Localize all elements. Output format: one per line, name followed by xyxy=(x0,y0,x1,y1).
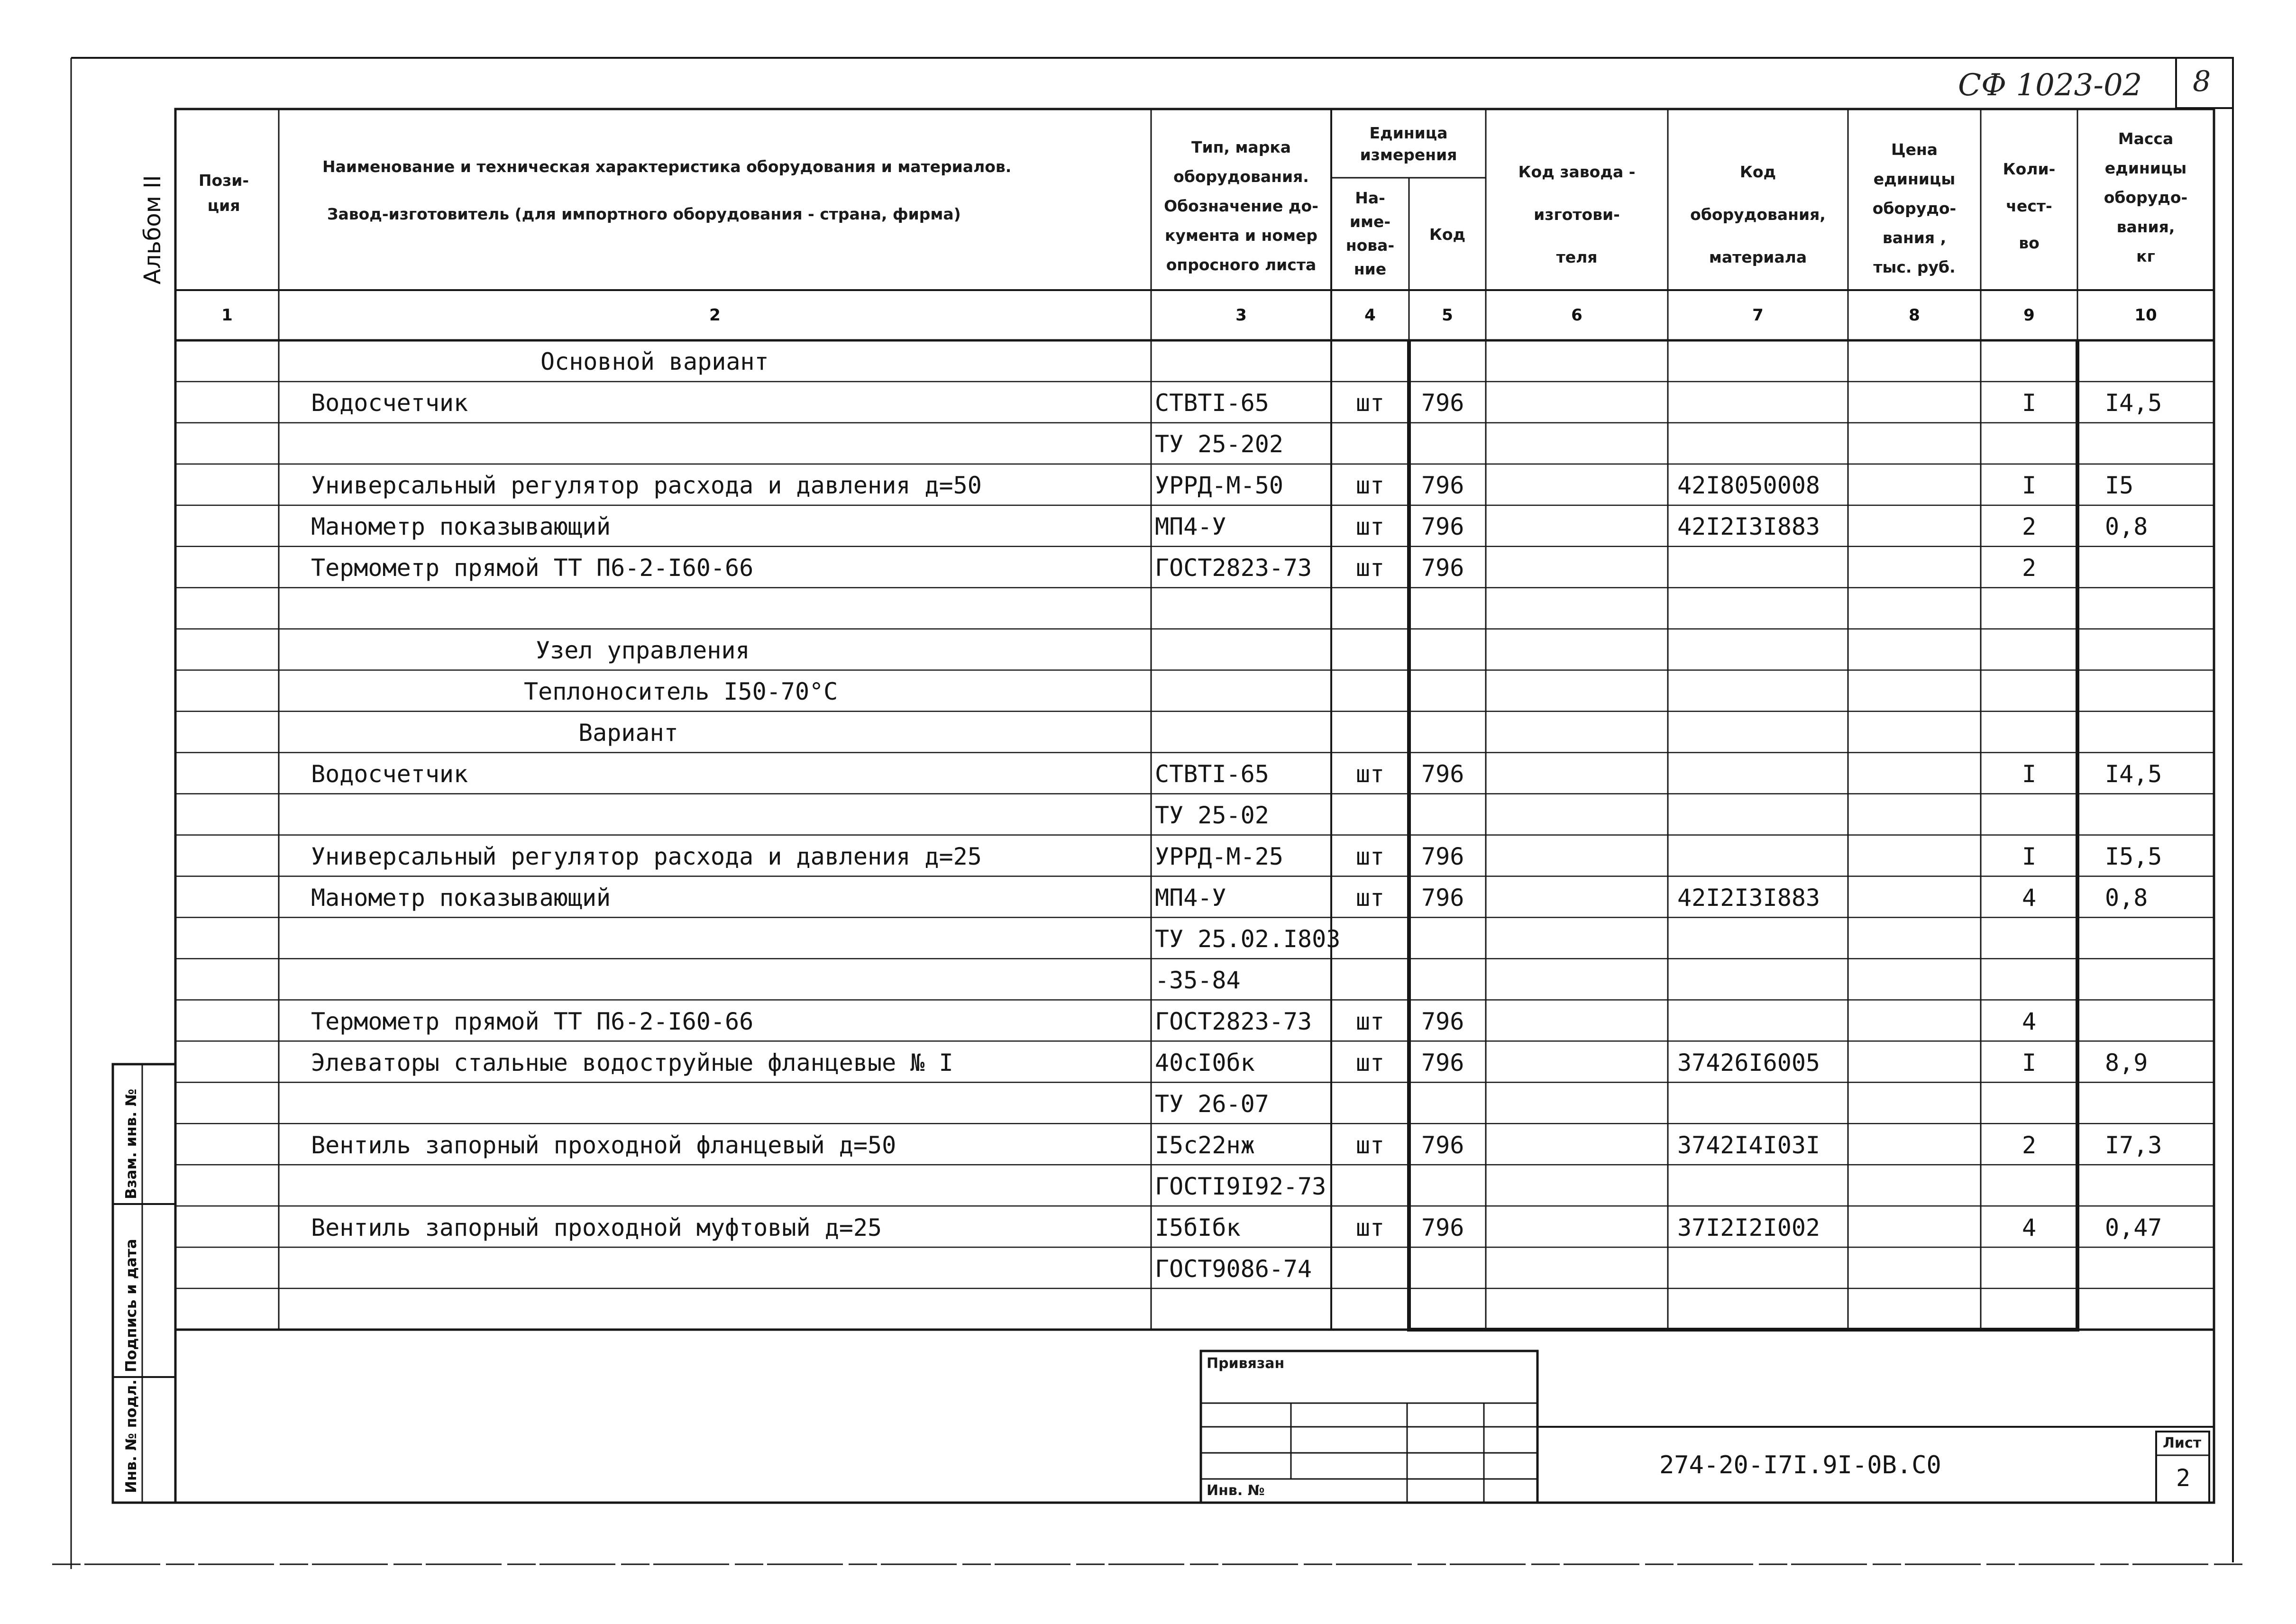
quantity-cell: I xyxy=(2022,760,2037,788)
col9-header: Коли- чест- во xyxy=(2003,160,2056,252)
type-cell: ТУ 25-202 xyxy=(1155,430,1283,458)
sheet-number: 2 xyxy=(2176,1464,2191,1492)
mass-cell: I5,5 xyxy=(2105,842,2162,870)
code-cell: 796 xyxy=(1421,1007,1464,1035)
col10-header: Масса единицы оборудо- вания, кг xyxy=(2104,129,2188,265)
type-cell: СТВТI-65 xyxy=(1155,760,1269,788)
code-cell: 796 xyxy=(1421,1213,1464,1241)
equipment-code-cell: 37426I6005 xyxy=(1677,1049,1820,1077)
mass-cell: I4,5 xyxy=(2105,389,2162,417)
item-name: Вентиль запорный проходной фланцевый д=50 xyxy=(311,1131,896,1159)
type-cell: МП4-У xyxy=(1155,884,1226,912)
quantity-cell: 4 xyxy=(2022,1213,2037,1241)
equipment-code-cell: 3742I4I03I xyxy=(1677,1131,1820,1159)
type-cell: I5с22нж xyxy=(1155,1131,1255,1159)
type-cell: ГОСТ2823-73 xyxy=(1155,1007,1312,1035)
equipment-code-cell: 42I2I3I883 xyxy=(1677,884,1820,912)
document-code: 274-20-I7I.9I-0В.С0 xyxy=(1659,1451,1941,1479)
code-cell: 796 xyxy=(1421,1131,1464,1159)
item-name: Универсальный регулятор расхода и давления д=25 xyxy=(311,842,982,870)
stamp-replace-inv: Взам. инв. № xyxy=(123,1088,140,1199)
type-cell: I5бIбк xyxy=(1155,1213,1241,1241)
quantity-cell: 2 xyxy=(2022,1131,2037,1159)
unit-cell: шт xyxy=(1355,1131,1385,1159)
item-name: Термометр прямой ТТ П6-2-I60-66 xyxy=(311,554,754,582)
equipment-code-cell: 37I2I2I002 xyxy=(1677,1213,1820,1241)
col3-header: Тип, марка оборудования. Обозначение до- кумента и номер опросного листа xyxy=(1164,138,1318,274)
unit-cell: шт xyxy=(1355,1007,1385,1035)
unit-cell: шт xyxy=(1355,389,1385,417)
item-name: Термометр прямой ТТ П6-2-I60-66 xyxy=(311,1007,754,1035)
type-cell: 40сI0бк xyxy=(1155,1049,1255,1077)
item-name: Манометр показывающий xyxy=(311,513,611,541)
quantity-cell: 2 xyxy=(2022,513,2037,541)
type-cell: ТУ 25-02 xyxy=(1155,802,1269,830)
type-cell: ГОСТI9I92-73 xyxy=(1155,1172,1326,1200)
column-number-3: 3 xyxy=(1235,306,1247,325)
code-cell: 796 xyxy=(1421,1049,1464,1077)
unit-cell: шт xyxy=(1355,1049,1385,1077)
type-cell: -35-84 xyxy=(1155,966,1241,994)
section-heading: Вариант xyxy=(578,719,678,747)
col2-header-line2: Завод-изготовитель (для импортного оборудования - страна, фирма) xyxy=(327,205,961,223)
column-number-10: 10 xyxy=(2134,306,2157,325)
item-name: Элеваторы стальные водоструйные фланцевые № I xyxy=(311,1049,953,1077)
quantity-cell: I xyxy=(2022,1049,2037,1077)
code-cell: 796 xyxy=(1421,513,1464,541)
column-number-6: 6 xyxy=(1571,306,1583,325)
code-cell: 796 xyxy=(1421,884,1464,912)
mass-cell: 8,9 xyxy=(2105,1049,2148,1077)
type-cell: УРРД-М-25 xyxy=(1155,842,1283,870)
column-number-4: 4 xyxy=(1364,306,1376,325)
type-cell: ТУ 25.02.I803 xyxy=(1155,925,1341,953)
bound-label: Привязан xyxy=(1207,1355,1285,1372)
mass-cell: 0,8 xyxy=(2105,884,2148,912)
code-cell: 796 xyxy=(1421,389,1464,417)
code-cell: 796 xyxy=(1421,554,1464,582)
column-number-2: 2 xyxy=(709,306,721,325)
quantity-cell: I xyxy=(2022,842,2037,870)
code-cell: 796 xyxy=(1421,842,1464,870)
column-number-9: 9 xyxy=(2023,306,2035,325)
col8-header: Цена единицы оборудо- вания , тыс. руб. xyxy=(1872,140,1957,276)
unit-cell: шт xyxy=(1355,472,1385,500)
album-label: Альбом II xyxy=(139,175,166,284)
column-number-5: 5 xyxy=(1442,306,1453,325)
quantity-cell: I xyxy=(2022,389,2037,417)
item-name: Водосчетчик xyxy=(311,389,468,417)
type-cell: ГОСТ9086-74 xyxy=(1155,1255,1312,1283)
mass-cell: 0,47 xyxy=(2105,1213,2162,1241)
unit-cell: шт xyxy=(1355,554,1385,582)
mass-cell: I7,3 xyxy=(2105,1131,2162,1159)
corner-sheet-number: 8 xyxy=(2193,65,2211,98)
section-heading: Узел управления xyxy=(536,637,750,665)
quantity-cell: 2 xyxy=(2022,554,2037,582)
inv-label: Инв. № xyxy=(1207,1482,1265,1499)
code-cell: 796 xyxy=(1421,472,1464,500)
item-name: Вентиль запорный проходной муфтовый д=25 xyxy=(311,1213,882,1241)
handwritten-code: СФ 1023-02 xyxy=(1958,68,2142,103)
code-cell: 796 xyxy=(1421,760,1464,788)
equipment-code-cell: 42I2I3I883 xyxy=(1677,513,1820,541)
type-cell: ГОСТ2823-73 xyxy=(1155,554,1312,582)
item-name: Универсальный регулятор расхода и давления д=50 xyxy=(311,472,982,500)
unit-cell: шт xyxy=(1355,513,1385,541)
stamp-inv-orig: Инв. № подл. xyxy=(123,1379,140,1493)
column-number-8: 8 xyxy=(1909,306,1920,325)
mass-cell: 0,8 xyxy=(2105,513,2148,541)
type-cell: ТУ 26-07 xyxy=(1155,1090,1269,1118)
col5-header: Код xyxy=(1429,225,1466,244)
unit-group-header: Единица измерения xyxy=(1360,124,1457,164)
col2-header-line1: Наименование и техническая характеристика оборудования и материалов. xyxy=(322,157,1012,176)
mass-cell: I5 xyxy=(2105,472,2134,500)
equipment-code-cell: 42I8050008 xyxy=(1677,472,1820,500)
type-cell: СТВТI-65 xyxy=(1155,389,1269,417)
stamp-sign-date: Подпись и дата xyxy=(123,1239,140,1372)
type-cell: УРРД-М-50 xyxy=(1155,472,1283,500)
column-number-1: 1 xyxy=(221,306,233,325)
mass-cell: I4,5 xyxy=(2105,760,2162,788)
col7-header: Код оборудования, материала xyxy=(1690,163,1826,266)
unit-cell: шт xyxy=(1355,884,1385,912)
unit-cell: шт xyxy=(1355,842,1385,870)
type-cell: МП4-У xyxy=(1155,513,1226,541)
item-name: Водосчетчик xyxy=(311,760,468,788)
quantity-cell: 4 xyxy=(2022,884,2037,912)
col4-header: На- име- нова- ние xyxy=(1345,189,1395,278)
section-heading: Основной вариант xyxy=(540,348,769,376)
sheet-label: Лист xyxy=(2163,1435,2202,1451)
unit-cell: шт xyxy=(1355,1213,1385,1241)
quantity-cell: I xyxy=(2022,472,2037,500)
quantity-cell: 4 xyxy=(2022,1007,2037,1035)
unit-cell: шт xyxy=(1355,760,1385,788)
col1-header: Пози- ция xyxy=(198,171,249,215)
section-heading: Теплоноситель I50-70°С xyxy=(524,678,838,706)
col6-header: Код завода - изготови- теля xyxy=(1518,163,1636,266)
column-number-7: 7 xyxy=(1752,306,1764,325)
item-name: Манометр показывающий xyxy=(311,884,611,912)
